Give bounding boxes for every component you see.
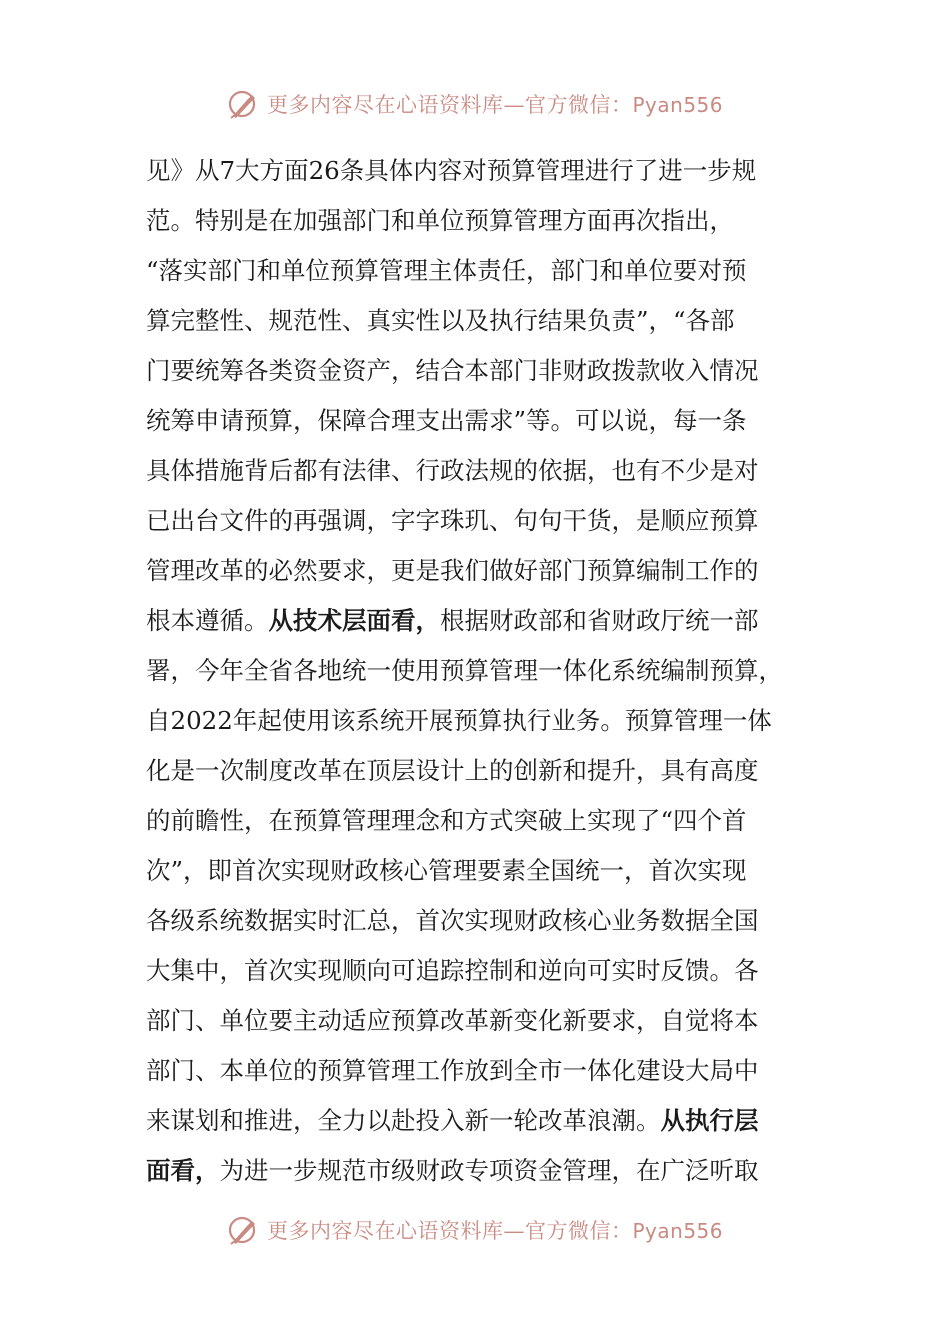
text-line (146, 246, 806, 296)
bold-heading-text: 从执行层 (660, 1106, 759, 1135)
body-text: 已出台文件的再强调，字字珠玑、句句干货，是顺应预算 (146, 506, 759, 535)
document-body (146, 146, 806, 1196)
text-line (146, 1046, 806, 1096)
text-line (146, 446, 806, 496)
text-line (146, 896, 806, 946)
body-text: 的前瞻性，在预算管理理念和方式突破上实现了“四个首 (146, 806, 747, 835)
text-line (146, 1096, 806, 1146)
body-text: 来谋划和推进，全力以赴投入新一轮改革浪潮。 (146, 1106, 661, 1135)
body-text: 部门、单位要主动适应预算改革新变化新要求，自觉将本 (146, 1006, 759, 1035)
body-text: 范。特别是在加强部门和单位预算管理方面再次指出， (146, 206, 734, 235)
body-text: “落实部门和单位预算管理主体责任，部门和单位要对预 (146, 256, 747, 285)
text-line (146, 596, 806, 646)
text-line (146, 1146, 806, 1196)
body-text: 各级系统数据实时汇总，首次实现财政核心业务数据全国 (146, 906, 759, 935)
text-line (146, 946, 806, 996)
body-text: 次”，即首次实现财政核心管理要素全国统一，首次实现 (146, 856, 747, 885)
text-line (146, 546, 806, 596)
body-text: 门要统筹各类资金资产，结合本部门非财政拨款收入情况 (146, 356, 759, 385)
text-line (146, 796, 806, 846)
text-line (146, 396, 806, 446)
body-text: 见》从7大方面26条具体内容对预算管理进行了进一步规 (146, 156, 757, 185)
watermark-label: 更多内容尽在心语资料库—官方微信： (266, 1219, 633, 1243)
text-line (146, 296, 806, 346)
text-line (146, 846, 806, 896)
body-text: 根本遵循。 (146, 606, 269, 635)
body-text: 为进一步规范市级财政专项资金管理，在广泛听取 (219, 1156, 759, 1185)
body-text: 自2022年起使用该系统开展预算执行业务。预算管理一体 (146, 706, 772, 735)
watermark-label: 更多内容尽在心语资料库—官方微信： (266, 93, 633, 117)
pen-logo-icon (227, 1213, 261, 1247)
text-line (146, 146, 806, 196)
body-text: 管理改革的必然要求，更是我们做好部门预算编制工作的 (146, 556, 759, 585)
pen-logo-icon (227, 87, 261, 121)
watermark-wechat-id: Pyan556 (632, 1219, 723, 1243)
text-line (146, 196, 806, 246)
body-text: 大集中，首次实现顺向可追踪控制和逆向可实时反馈。各 (146, 956, 759, 985)
body-text: 化是一次制度改革在顶层设计上的创新和提升，具有高度 (146, 756, 759, 785)
body-text: 统筹申请预算，保障合理支出需求”等。可以说，每一条 (146, 406, 747, 435)
watermark-wechat-id: Pyan556 (632, 93, 723, 117)
watermark-header (0, 84, 950, 124)
text-line (146, 346, 806, 396)
body-text: 算完整性、规范性、真实性以及执行结果负责”，“各部 (146, 306, 735, 335)
bold-heading-text: 从技术层面看， (268, 606, 440, 635)
text-line (146, 646, 806, 696)
body-text: 具体措施背后都有法律、行政法规的依据，也有不少是对 (146, 456, 759, 485)
text-line (146, 496, 806, 546)
watermark-text (267, 89, 723, 119)
watermark-footer (0, 1210, 950, 1250)
bold-heading-text: 面看， (146, 1156, 220, 1185)
body-text: 根据财政部和省财政厅统一部 (440, 606, 759, 635)
text-line (146, 746, 806, 796)
body-text: 署，今年全省各地统一使用预算管理一体化系统编制预算， (146, 656, 783, 685)
body-text: 部门、本单位的预算管理工作放到全市一体化建设大局中 (146, 1056, 759, 1085)
watermark-text (267, 1215, 723, 1245)
text-line (146, 996, 806, 1046)
text-line (146, 696, 806, 746)
